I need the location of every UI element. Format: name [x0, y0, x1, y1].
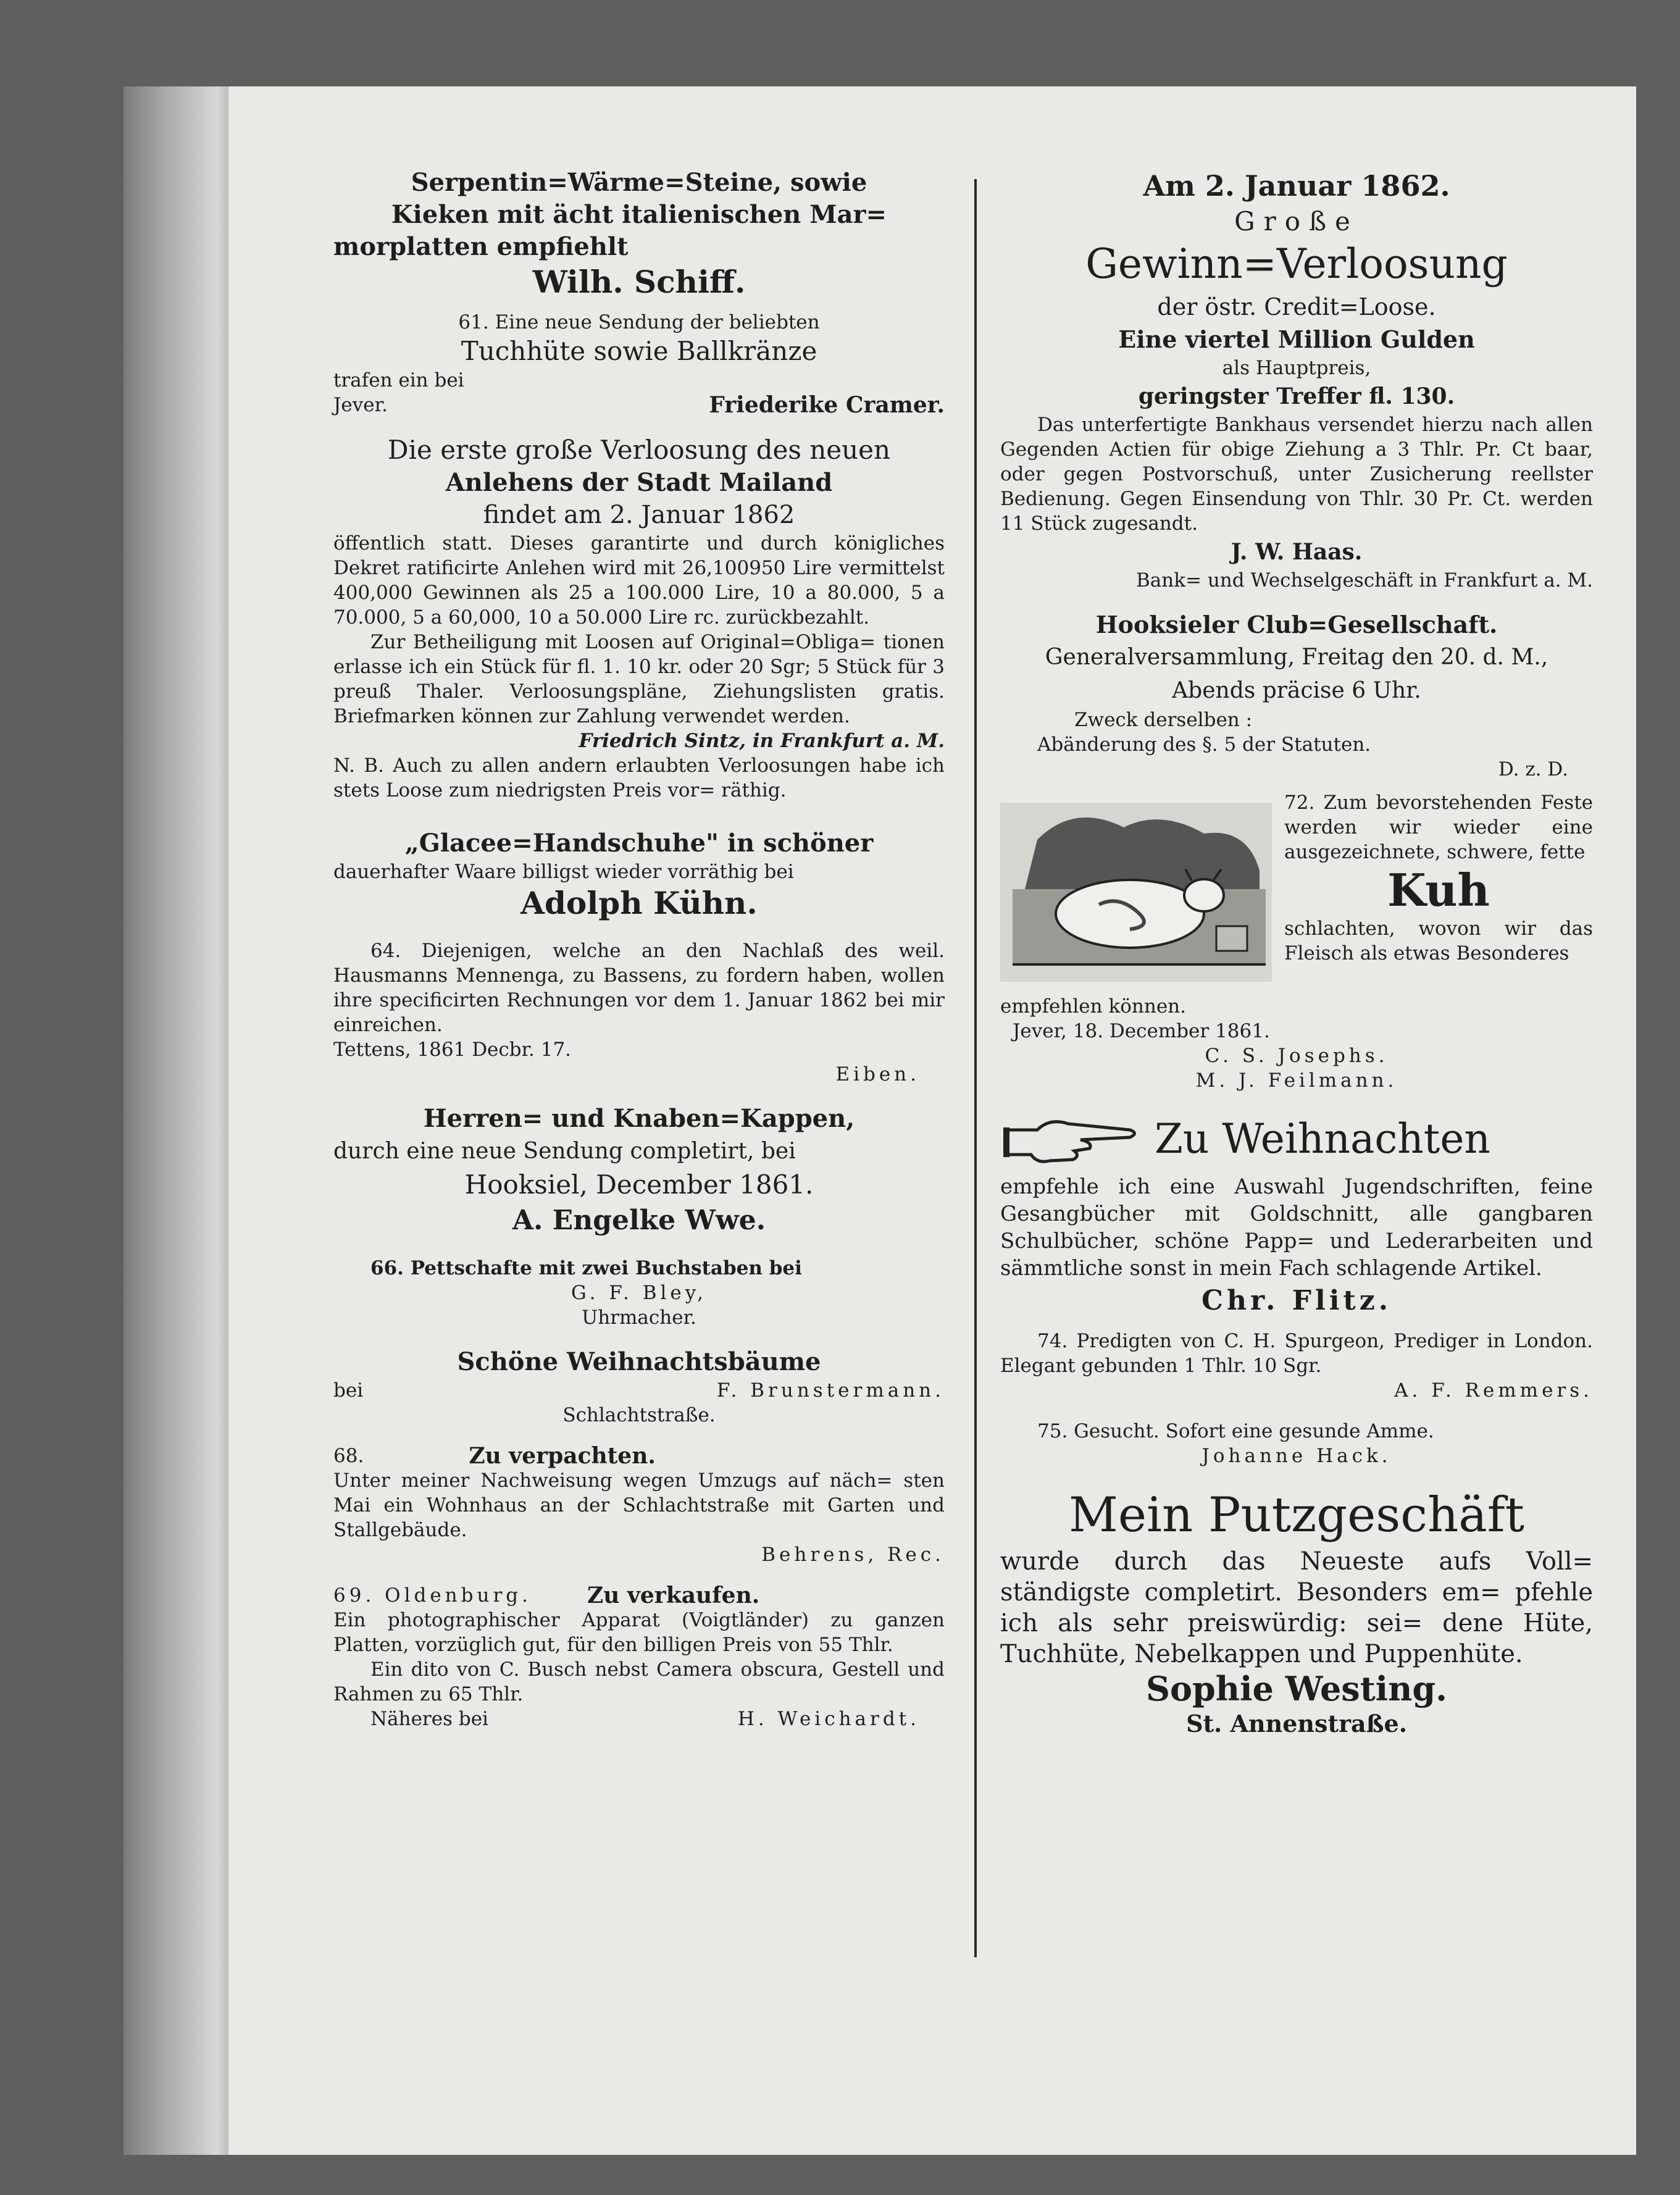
ad-serpentin-line: morplatten empfiehlt	[333, 232, 629, 261]
ad-verkaufen-signature: H. Weichardt.	[737, 1708, 920, 1730]
ad-mailand-title: Die erste große Verloosung des neuen	[387, 435, 891, 465]
ad-tuchhuete-text: trafen ein bei	[333, 369, 464, 391]
right-column	[1000, 167, 1593, 1740]
ad-kappen-signature: A. Engelke Wwe.	[512, 1205, 766, 1236]
ad-verpachten-title: Zu verpachten.	[469, 1443, 656, 1469]
ad-club-line1: Generalversammlung, Freitag den 20. d. M.,	[1045, 645, 1548, 670]
ad-kappen-title: Herren= und Knaben=Kappen,	[423, 1104, 855, 1133]
ad-club-title: Hooksieler Club=Gesellschaft.	[1095, 611, 1498, 638]
ad-kuh-title: Kuh	[1387, 864, 1490, 916]
ad-weihnachten-head	[1000, 1105, 1593, 1173]
ad-serpentin-signature: Wilh. Schiff.	[532, 264, 746, 300]
ad-kuh-place: Jever, 18. December 1861.	[1013, 1020, 1270, 1042]
ad-mailand-text: öffentlich statt. Dieses garantirte und durch königliches Dekret ratificirte Anlehen wird mit 26,100950 Lire vermittelst 400,000 Gewinnen als 25 a 100.000 Lire, 10 a 80.000, 5 a 70.000, 5 a 60,000, 10 a 50.000 Lire rc. zurückbezahlt.	[333, 532, 945, 629]
ad-gesucht-signature: Johanne Hack.	[1201, 1445, 1392, 1467]
ad-gewinn-signature: J. W. Haas.	[1231, 539, 1363, 565]
ad-weihnachten-text: empfehle ich eine Auswahl Jugendschriften, feine Gesangbücher mit Goldschnitt, alle gangbaren Schulbücher, schöne Papp= und Lederarbeiten und sämmtliche sonst in mein Fach schlagende Artikel.	[1000, 1174, 1593, 1281]
ad-gesucht-text: 75. Gesucht. Sofort eine gesunde Amme.	[1037, 1420, 1434, 1442]
ad-nachlass-signature: Eiben.	[835, 1063, 920, 1085]
ad-gewinn-bank: Bank= und Wechselgeschäft in Frankfurt a. M.	[1136, 569, 1593, 592]
ad-kappen-text: durch eine neue Sendung completirt, bei	[333, 1139, 796, 1164]
ad-verkaufen-head	[333, 1583, 945, 1608]
ad-verkaufen-text: Ein photographischer Apparat (Voigtländer) zu ganzen Platten, vorzüglich gut, für den billigen Preis von 55 Thlr.	[333, 1609, 945, 1656]
ad-nachlass-place: Tettens, 1861 Decbr. 17.	[333, 1039, 572, 1061]
ad-glacee-text: dauerhafter Waare billigst wieder vorräthig bei	[333, 861, 794, 883]
ad-pettschafte-text: 66. Pettschafte mit zwei Buchstaben bei	[370, 1257, 802, 1279]
ad-weihnachtsbaeume-street: Schlachtstraße.	[562, 1404, 716, 1426]
ad-weihnachten-title: Zu Weihnachten	[1155, 1115, 1490, 1163]
ad-mailand-signature: Friedrich Sintz, in Frankfurt a. M.	[579, 730, 945, 752]
ad-club-line2: Abends präcise 6 Uhr.	[1172, 678, 1421, 703]
ad-predigten-signature: A. F. Remmers.	[1394, 1379, 1593, 1402]
ad-nachlass-text: 64. Diejenigen, welche an den Nachlaß des weil. Hausmanns Mennenga, zu Bassens, zu fordern haben, wollen ihre specificirten Rechnungen vor dem 1. Januar 1862 bei mir einreichen.	[333, 940, 945, 1036]
ad-pettschafte-signature: G. F. Bley,	[570, 1282, 708, 1304]
ad-mailand-text2: Zur Betheiligung mit Loosen auf Original=Obliga= tionen erlasse ich ein Stück für fl. 1. 10 kr. oder 20 Sgr; 5 Stück für 3 preuß Thaler. Verloosungspläne, Ziehungslisten gratis. Briefmarken können zur Zahlung verwendet werden.	[333, 631, 945, 727]
ad-kuh-signature: M. J. Feilmann.	[1195, 1069, 1398, 1092]
ad-mailand-nb: N. B. Auch zu allen andern erlaubten Verloosungen habe ich stets Loose zum niedrigsten Preis vor= räthig.	[333, 755, 945, 801]
ad-gewinn-prize2: als Hauptpreis,	[1222, 357, 1371, 379]
ad-verpachten-head	[333, 1444, 945, 1468]
ad-kuh-text2: schlachten, wovon wir das Fleisch als etwas Besonderes	[1284, 918, 1593, 964]
column-divider	[974, 179, 977, 1957]
ad-putzgeschaeft-text: wurde durch das Neueste aufs Voll= ständigste completirt. Besonders em= pfehle ich als sehr preiswürdig: sei= dene Hüte, Tuchhüte, Nebelkappen und Puppenhüte.	[1000, 1547, 1593, 1668]
ad-kuh-text-block	[1284, 790, 1593, 966]
cow-woodcut-image	[1000, 803, 1272, 982]
ad-verpachten-text: Unter meiner Nachweisung wegen Umzugs auf näch= sten Mai ein Wohnhaus an der Schlachtstraße mit Garten und Stallgebäude.	[333, 1470, 945, 1541]
ad-kappen-place: Hooksiel, December 1861.	[464, 1169, 814, 1200]
ad-weihnachtsbaeume-footer	[333, 1378, 945, 1403]
ad-weihnachten-signature: Chr. Flitz.	[1201, 1285, 1392, 1316]
ad-gewinn-prize3: geringster Treffer fl. 130.	[1138, 383, 1455, 409]
ad-kuh-block	[1000, 790, 1593, 994]
ad-club-line4: Abänderung des §. 5 der Statuten.	[1037, 734, 1371, 756]
ad-kuh-text: 72. Zum bevorstehenden Feste werden wir wieder eine ausgezeichnete, schwere, fette	[1284, 792, 1593, 863]
ad-gewinn-title: Gewinn=Verloosung	[1085, 240, 1508, 288]
ad-verkaufen-footer-left: Näheres bei	[370, 1708, 488, 1730]
ad-verkaufen-text2: Ein dito von C. Busch nebst Camera obscura, Gestell und Rahmen zu 65 Thlr.	[333, 1658, 945, 1705]
ad-club-signature: D. z. D.	[1498, 758, 1568, 780]
ad-gewinn-date: Am 2. Januar 1862.	[1143, 169, 1450, 203]
ad-gewinn-subtitle: der östr. Credit=Loose.	[1157, 293, 1436, 320]
ad-serpentin-title: Serpentin=Wärme=Steine, sowie	[411, 168, 867, 197]
pointing-hand-icon	[1000, 1105, 1142, 1173]
ad-weihnachtsbaeume-title: Schöne Weihnachtsbäume	[457, 1347, 821, 1376]
ad-kuh-text3: empfehlen können.	[1000, 995, 1186, 1018]
ad-kuh-signature: C. S. Josephs.	[1205, 1045, 1389, 1067]
ad-gewinn-prize: Eine viertel Million Gulden	[1118, 325, 1475, 353]
left-column	[333, 167, 945, 1731]
ad-serpentin-line: Kieken mit ächt italienischen Mar=	[391, 200, 887, 229]
ad-verkaufen-footer	[333, 1707, 945, 1731]
ad-predigten-text: 74. Predigten von C. H. Spurgeon, Prediger in London. Elegant gebunden 1 Thlr. 10 Sgr.	[1000, 1330, 1593, 1377]
ad-putzgeschaeft-title: Mein Putzgeschäft	[1069, 1487, 1524, 1543]
ad-putzgeschaeft-street: St. Annenstraße.	[1186, 1710, 1407, 1737]
ad-verpachten-number: 68.	[333, 1445, 364, 1467]
ad-mailand-title2: Anlehens der Stadt Mailand	[445, 468, 833, 497]
ad-club-line3: Zweck derselben :	[1074, 709, 1253, 731]
ad-verkaufen-place: 69. Oldenburg.	[333, 1584, 532, 1607]
book-spine-edge	[123, 86, 228, 2155]
ad-putzgeschaeft-signature: Sophie Westing.	[1146, 1669, 1447, 1708]
ad-glacee-title: „Glacee=Handschuhe" in schöner	[404, 829, 874, 858]
ad-verkaufen-title: Zu verkaufen.	[587, 1582, 760, 1608]
ad-mailand-date: findet am 2. Januar 1862	[483, 501, 795, 529]
ad-tuchhuete-intro: 61. Eine neue Sendung der beliebten	[458, 311, 820, 333]
ad-gewinn-grosse: Große	[1234, 206, 1359, 236]
ad-gewinn-text: Das unterfertigte Bankhaus versendet hierzu nach allen Gegenden Actien für obige Ziehung a 3 Thlr. Pr. Ct baar, oder gegen Postvorschuß, unter Zusicherung reellster Bedienung. Gegen Einsendung von Thlr. 30 Pr. Ct. werden 11 Stück zugesandt.	[1000, 414, 1593, 535]
ad-pettschafte-role: Uhrmacher.	[582, 1307, 696, 1329]
ad-tuchhuete-title: Tuchhüte sowie Ballkränze	[461, 336, 817, 366]
ad-glacee-signature: Adolph Kühn.	[520, 885, 758, 921]
ad-weihnachtsbaeume-bei: bei	[333, 1379, 364, 1402]
ad-tuchhuete-signature: Friederike Cramer.	[709, 392, 945, 418]
ad-verpachten-signature: Behrens, Rec.	[761, 1544, 945, 1566]
ad-tuchhuete-place: Jever.	[333, 394, 388, 416]
ad-weihnachtsbaeume-signature: F. Brunstermann.	[716, 1379, 945, 1402]
ad-tuchhuete-footer	[333, 393, 945, 417]
